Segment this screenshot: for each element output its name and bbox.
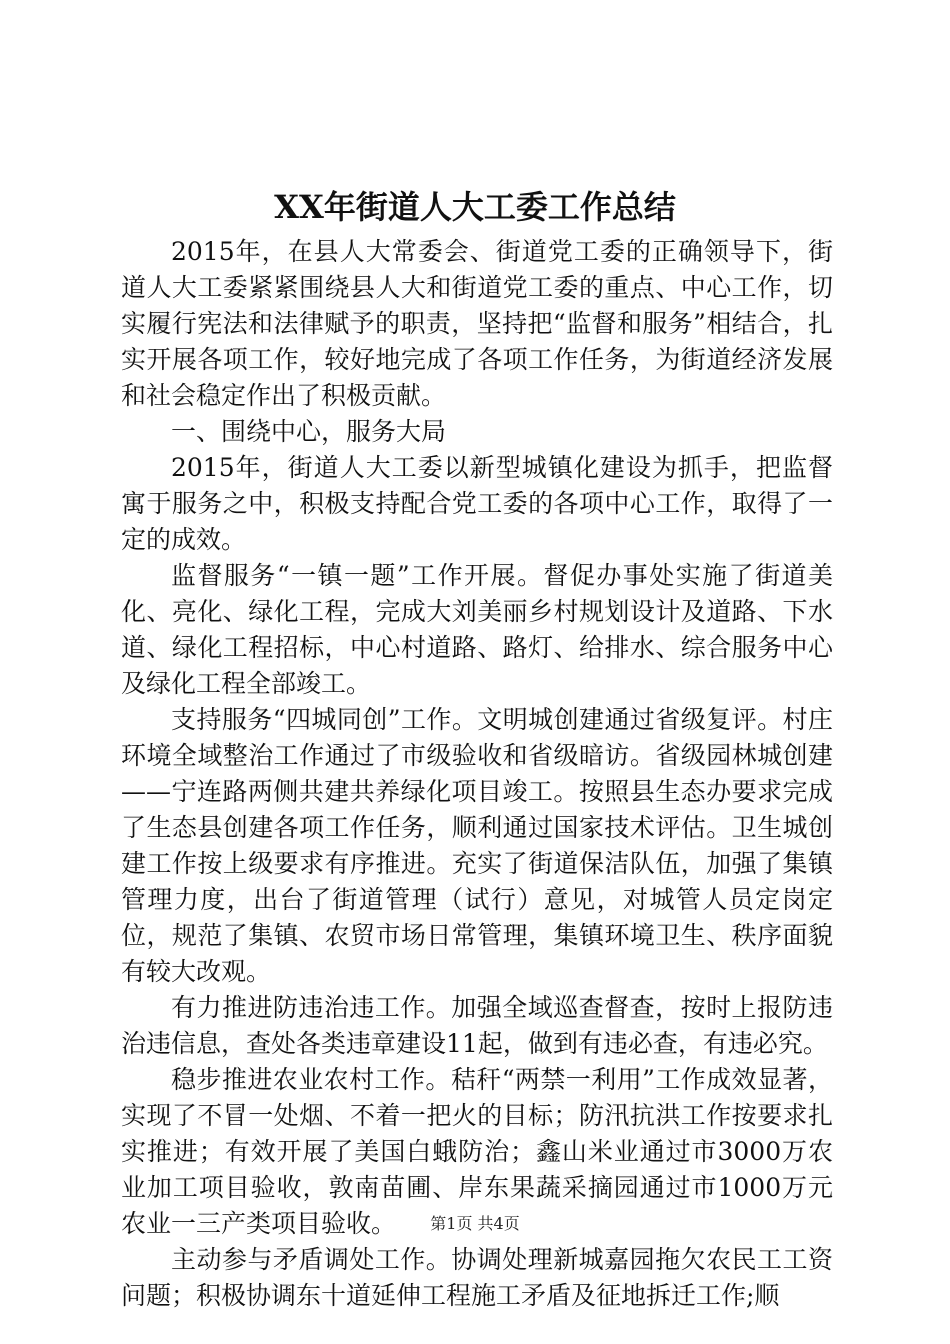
paragraph: 2015年，街道人大工委以新型城镇化建设为抓手，把监督寓于服务之中，积极支持配合党工委的各项中心工作，取得了一定的成效。	[121, 453, 833, 554]
paragraph: 支持服务“四城同创”工作。文明城创建通过省级复评。村庄环境全域整治工作通过了市级验收和省级暗访。省级园林城创建——宁连路两侧共建共养绿化项目竣工。按照县生态办要求完成了生态县创建各项工作任务，顺利通过国家技术评估。卫生城创建工作按上级要求有序推进。充实了街道保洁队伍，加强了集镇管理力度，出台了街道管理（试行）意见，对城管人员定岗定位，规范了集镇、农贸市场日常管理，集镇环境卫生、秩序面貌有较大改观。	[121, 705, 833, 986]
paragraph: 主动参与矛盾调处工作。协调处理新城嘉园拖欠农民工工资问题；积极协调东十道延伸工程施工矛盾及征地拆迁工作;顺	[121, 1245, 833, 1310]
paragraph: 有力推进防违治违工作。加强全域巡查督查，按时上报防违治违信息，查处各类违章建设11起，做到有违必查，有违必究。	[121, 993, 833, 1058]
page-indicator: 第1页 共4页	[430, 1214, 520, 1233]
document-body	[121, 234, 833, 1314]
paragraph: 监督服务“一镇一题”工作开展。督促办事处实施了街道美化、亮化、绿化工程，完成大刘美丽乡村规划设计及道路、下水道、绿化工程招标，中心村道路、路灯、给排水、综合服务中心及绿化工程全部竣工。	[121, 561, 833, 698]
document-title: XX年街道人大工委工作总结	[274, 188, 676, 226]
paragraph: 稳步推进农业农村工作。秸秆“两禁一利用”工作成效显著，实现了不冒一处烟、不着一把火的目标；防汛抗洪工作按要求扎实推进；有效开展了美国白蛾防治；鑫山米业通过市3000万农业加工项目验收，敦南苗圃、岸东果蔬采摘园通过市1000万元农业一三产类项目验收。	[121, 1065, 833, 1238]
section-heading: 一、围绕中心，服务大局	[171, 417, 447, 446]
paragraph-intro: 2015年，在县人大常委会、街道党工委的正确领导下，街道人大工委紧紧围绕县人大和街道党工委的重点、中心工作，切实履行宪法和法律赋予的职责，坚持把“监督和服务”相结合，扎实开展各项工作，较好地完成了各项工作任务，为街道经济发展和社会稳定作出了积极贡献。	[121, 237, 833, 410]
